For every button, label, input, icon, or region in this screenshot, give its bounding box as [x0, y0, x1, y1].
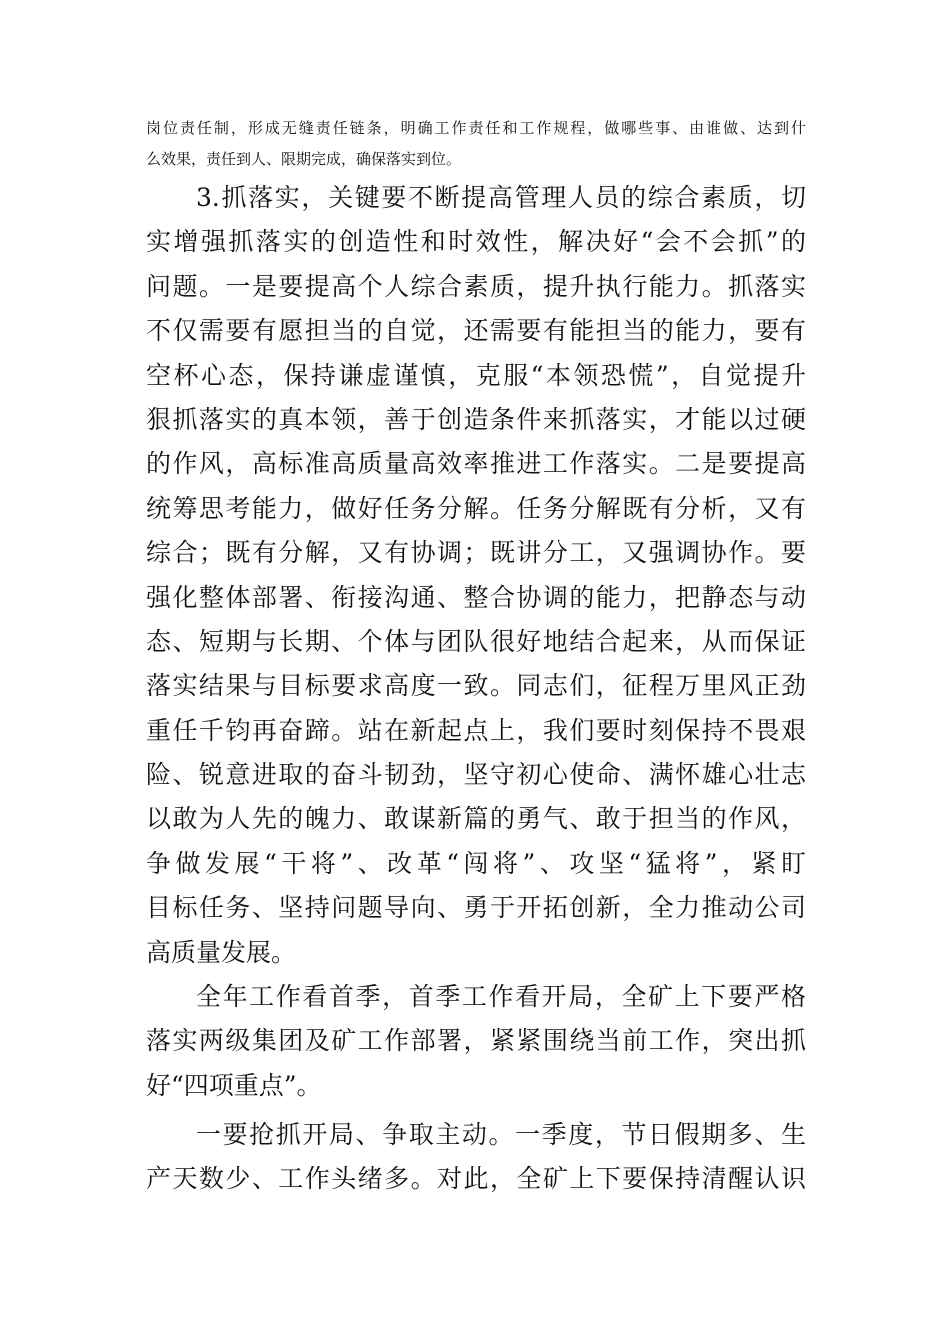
text-line: 狠抓落实的真本领，善于创造条件来抓落实，才能以过硬 — [146, 404, 806, 434]
text-line: 目标任务、坚持问题导向、勇于开拓创新，全力推动公司 — [146, 893, 806, 923]
text-line: 争做发展“干将”、改革“闯将”、攻坚“猛将”，紧盯 — [146, 848, 806, 878]
text-line: 空杯心态，保持谦虚谨慎，克服“本领恐慌”，自觉提升 — [146, 360, 806, 390]
text-line: 险、锐意进取的奋斗韧劲，坚守初心使命、满怀雄心壮志 — [146, 760, 806, 790]
text-line: 综合；既有分解，又有协调；既讲分工，又强调协作。要 — [146, 538, 806, 568]
text-line: 的作风，高标准高质量高效率推进工作落实。二是要提高 — [146, 449, 806, 479]
text-line: 不仅需要有愿担当的自觉，还需要有能担当的能力，要有 — [146, 316, 806, 346]
text-line: 落实两级集团及矿工作部署，紧紧围绕当前工作，突出抓 — [146, 1026, 806, 1056]
text-line: 么效果，责任到人、限期完成，确保落实到位。 — [146, 150, 462, 168]
text-line: 问题。一是要提高个人综合素质，提升执行能力。抓落实 — [146, 271, 806, 301]
text-line: 3.抓落实，关键要不断提高管理人员的综合素质，切 — [196, 183, 806, 212]
paragraph-3 — [146, 176, 806, 975]
text-line: 以敢为人先的魄力、敢谋新篇的勇气、敢于担当的作风， — [146, 804, 806, 834]
paragraph-4 — [146, 975, 806, 1108]
text-line: 高质量发展。 — [146, 937, 297, 967]
text-line: 强化整体部署、衔接沟通、整合协调的能力，把静态与动 — [146, 582, 806, 612]
text-line: 统筹思考能力，做好任务分解。任务分解既有分析，又有 — [146, 493, 806, 523]
text-line: 态、短期与长期、个体与团队很好地结合起来，从而保证 — [146, 626, 806, 656]
continued-paragraph — [146, 113, 806, 175]
text-line: 好“四项重点”。 — [146, 1070, 322, 1100]
text-line: 一要抢抓开局、争取主动。一季度，节日假期多、生 — [196, 1120, 806, 1149]
text-line: 产天数少、工作头绪多。对此，全矿上下要保持清醒认识 — [146, 1164, 806, 1194]
text-line: 全年工作看首季，首季工作看开局，全矿上下要严格 — [196, 982, 806, 1011]
text-line: 岗位责任制，形成无缝责任链条，明确工作责任和工作规程，做哪些事、由谁做、达到什 — [146, 119, 806, 137]
text-line: 落实结果与目标要求高度一致。同志们，征程万里风正劲 — [146, 671, 806, 701]
text-line: 实增强抓落实的创造性和时效性，解决好“会不会抓”的 — [146, 227, 806, 257]
text-line: 重任千钧再奋蹄。站在新起点上，我们要时刻保持不畏艰 — [146, 715, 806, 745]
paragraph-5 — [146, 1113, 806, 1202]
